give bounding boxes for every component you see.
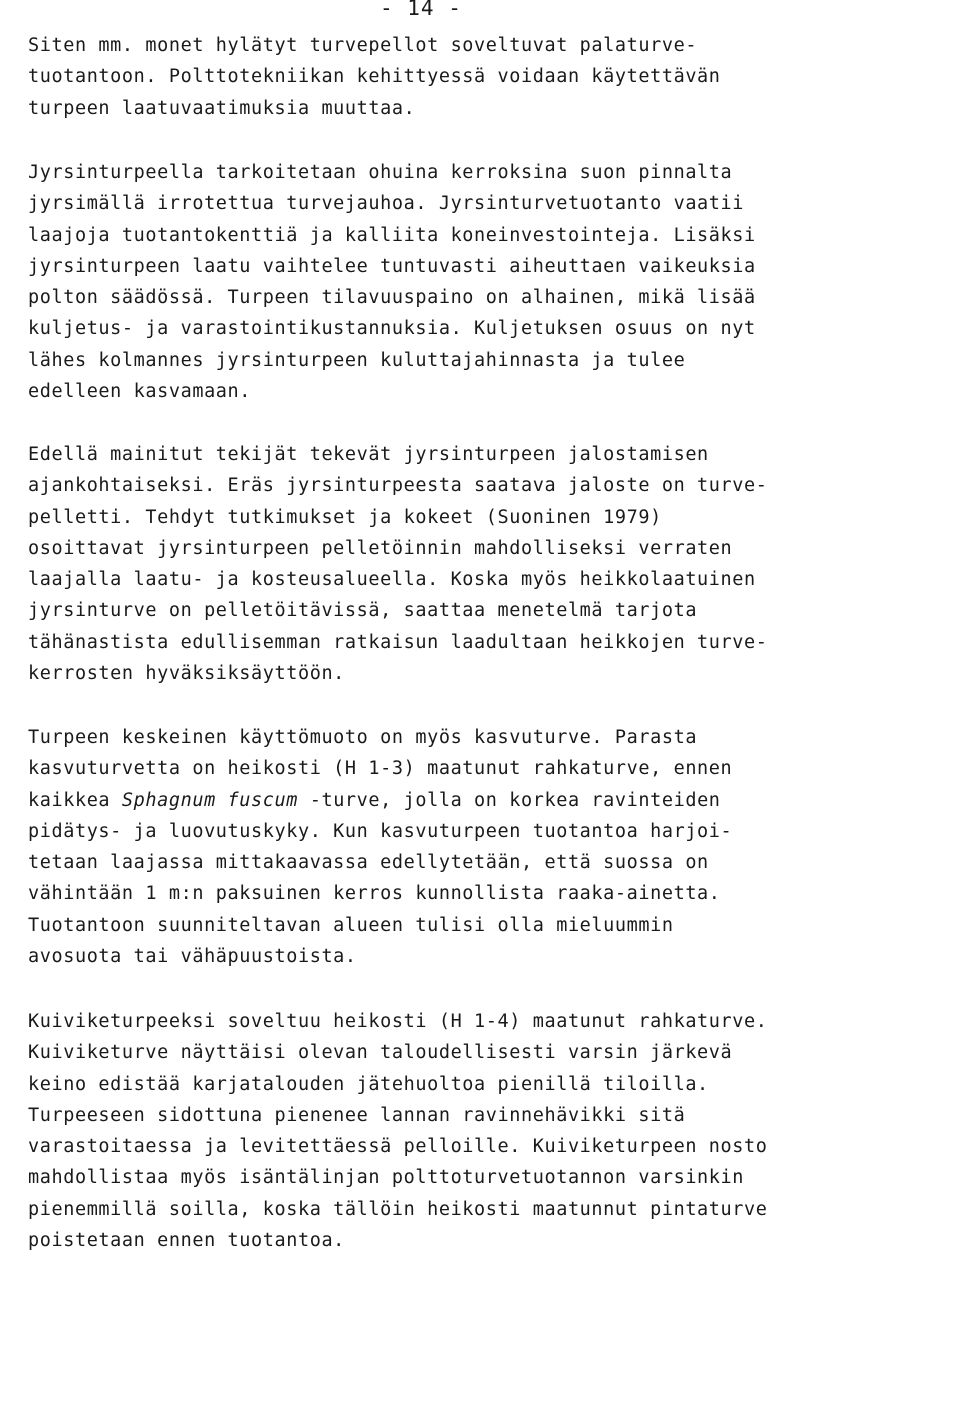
- text-line: Edellä mainitut tekijät tekevät jyrsinturpeen jalostamisen: [28, 444, 709, 465]
- text-line: lähes kolmannes jyrsinturpeen kuluttajahinnasta ja tulee: [28, 349, 686, 371]
- text-line: edelleen kasvamaan.: [28, 381, 252, 403]
- text-line: tähänastista edullisemman ratkaisun laadultaan heikkojen turve-: [28, 631, 768, 653]
- text-line: tuotantoon. Polttotekniikan kehittyessä voidaan käytettävän: [28, 66, 721, 88]
- paragraph-5: [28, 1006, 928, 1256]
- paragraph-1: [28, 30, 928, 124]
- page-number: - 14 -: [380, 0, 462, 20]
- text-line: laajoja tuotantokenttiä ja kalliita koneinvestointeja. Lisäksi: [28, 224, 756, 246]
- text-line: poistetaan ennen tuotantoa.: [28, 1230, 345, 1252]
- text-line: pelletti. Tehdyt tutkimukset ja kokeet (Suoninen 1979): [28, 506, 662, 528]
- text-line: keino edistää karjatalouden jätehuoltoa pienillä tiloilla.: [28, 1073, 709, 1095]
- text-line: kerrosten hyväksiksäyttöön.: [28, 663, 345, 685]
- text-line: ajankohtaiseksi. Eräs jyrsinturpeesta saatava jaloste on turve-: [28, 475, 768, 497]
- text-line: mahdollistaa myös isäntälinjan polttoturvetuotannon varsinkin: [28, 1167, 745, 1189]
- text-line: osoittavat jyrsinturpeen pelletöinnin mahdolliseksi verraten: [28, 537, 733, 559]
- paragraph-3: [28, 439, 928, 689]
- text-line: jyrsinturve on pelletöitävissä, saattaa menetelmä tarjota: [28, 600, 698, 622]
- text-line: pidätys- ja luovutuskyky. Kun kasvuturpeen tuotantoa harjoi-: [28, 820, 733, 842]
- text-line: Kuiviketurpeeksi soveltuu heikosti (H 1-4) maatunut rahkaturve.: [28, 1011, 768, 1032]
- paragraph-4: [28, 722, 928, 972]
- species-name: Sphagnum fuscum: [121, 789, 298, 811]
- text-line: pienemmillä soilla, koska tällöin heikosti maatunnut pintaturve: [28, 1198, 768, 1220]
- text-line: jyrsinturpeen laatu vaihtelee tuntuvasti aiheuttaen vaikeuksia: [28, 255, 756, 277]
- text-line-mixed: [28, 785, 928, 816]
- text-line: Tuotantoon suunniteltavan alueen tulisi olla mieluummin: [28, 914, 674, 936]
- text-line: Kuiviketurve näyttäisi olevan taloudellisesti varsin järkevä: [28, 1042, 733, 1064]
- text-line: Turpeeseen sidottuna pienenee lannan ravinnehävikki sitä: [28, 1104, 686, 1126]
- paragraph-2: [28, 157, 928, 407]
- text-line: tetaan laajassa mittakaavassa edellytetään, että suossa on: [28, 852, 709, 874]
- text-segment: -turve, jolla on korkea ravinteiden: [297, 789, 721, 811]
- text-line: varastoitaessa ja levitettäessä pelloille. Kuiviketurpeen nosto: [28, 1136, 768, 1158]
- text-line: kuljetus- ja varastointikustannuksia. Kuljetuksen osuus on nyt: [28, 318, 756, 340]
- text-line: polton säädössä. Turpeen tilavuuspaino on alhainen, mikä lisää: [28, 287, 756, 309]
- text-line: Turpeen keskeinen käyttömuoto on myös kasvuturve. Parasta: [28, 727, 698, 748]
- text-line: kasvuturvetta on heikosti (H 1-3) maatunut rahkaturve, ennen: [28, 758, 733, 780]
- text-line: laajalla laatu- ja kosteusalueella. Koska myös heikkolaatuinen: [28, 569, 756, 591]
- text-line: vähintään 1 m:n paksuinen kerros kunnollista raaka-ainetta.: [28, 883, 721, 905]
- text-line: jyrsimällä irrotettua turvejauhoa. Jyrsinturvetuotanto vaatii: [28, 193, 745, 215]
- text-line: Siten mm. monet hylätyt turvepellot soveltuvat palaturve-: [28, 35, 698, 56]
- text-segment: kaikkea: [28, 789, 122, 811]
- text-line: turpeen laatuvaatimuksia muuttaa.: [28, 97, 416, 119]
- text-line: avosuota tai vähäpuustoista.: [28, 946, 357, 968]
- text-line: Jyrsinturpeella tarkoitetaan ohuina kerroksina suon pinnalta: [28, 162, 733, 183]
